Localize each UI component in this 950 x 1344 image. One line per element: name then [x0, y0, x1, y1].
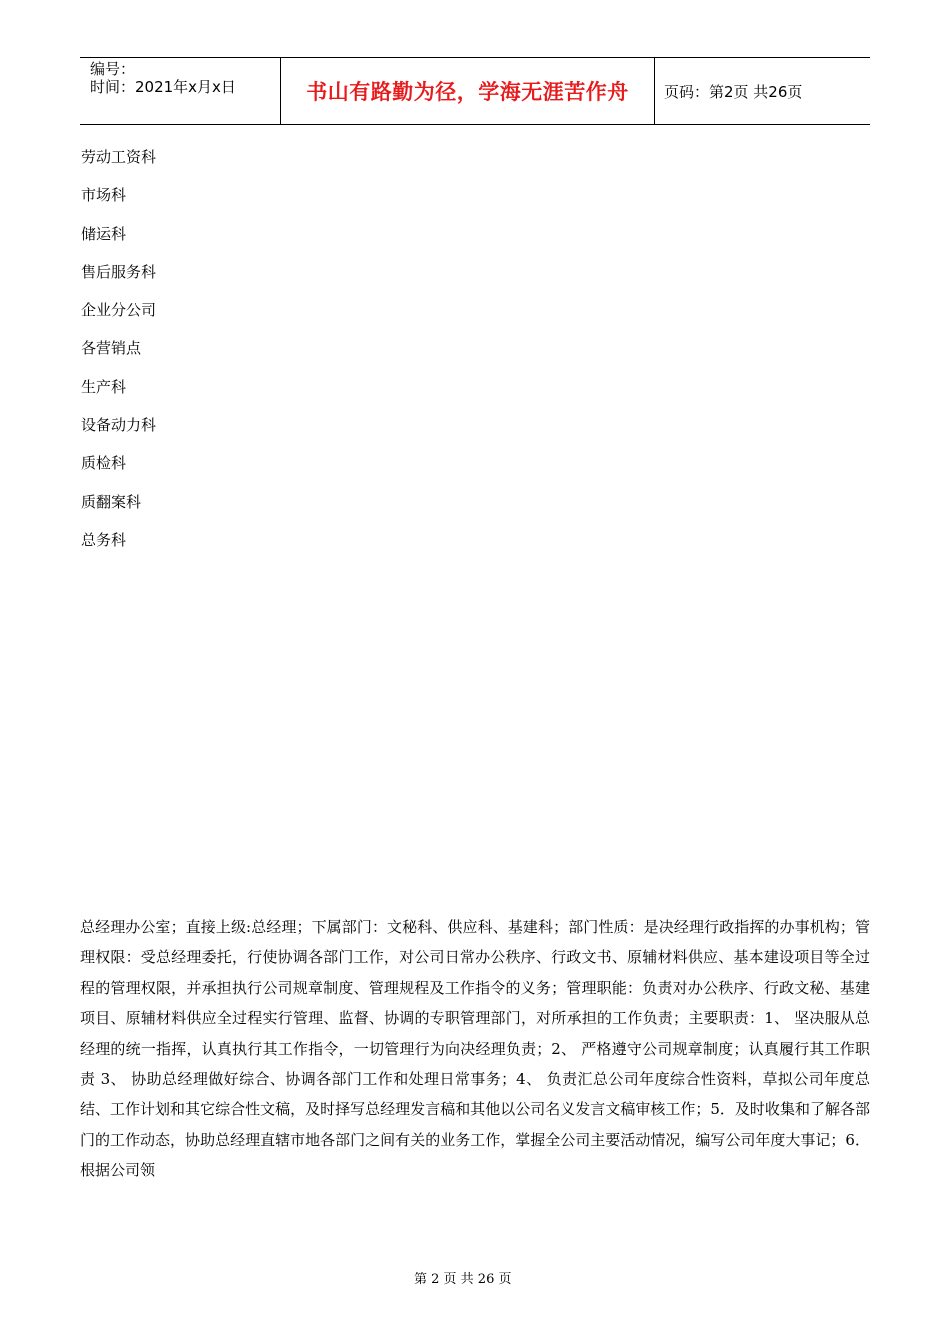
list-item: 质翻案科 [81, 492, 142, 511]
date-line: 时间：2021年x月x日 [90, 78, 236, 96]
list-item: 生产科 [81, 377, 127, 396]
department-list [81, 145, 156, 566]
list-item: 企业分公司 [81, 301, 157, 320]
list-item: 设备动力科 [81, 416, 157, 435]
list-item: 总务科 [81, 530, 127, 549]
list-item: 储运科 [81, 224, 127, 243]
header-page-info: 页码：第2页 共26页 [664, 82, 803, 101]
list-item: 质检科 [81, 454, 127, 473]
page-footer: 第 2 页 共 26 页 [414, 1272, 512, 1287]
page-header [80, 57, 870, 125]
body-paragraph: 总经理办公室；直接上级:总经理；下属部门：文秘科、供应科、基建科；部门性质：是决经理行政指挥的办事机构；管理权限：受总经理委托，行使协调各部门工作，对公司日常办公秩序、行政文书、原辅材料供应、基本建设项目等全过程的管理权限，并承担执行公司规章制度、管理规程及工作指令的义务；管理职能：负责对办公秩序、行政文秘、基建项目、原辅材料供应全过程实行管理、监督、协调的专职管理部门，对所承担的工作负责；主要职责：1、 坚决服从总经理的统一指挥，认真执行其工作指令，一切管理行为向决经理负责；2、 严格遵守公司规章制度；认真履行其工作职责 3、 协助总经理做好综合、协调各部门工作和处理日常事务；4、 负责汇总公司年度综合性资料，草拟公司年度总结、工作计划和其它综合性文稿，及时择写总经理发言稿和其他以公司名义发言文稿审核工作；5．及时收集和了解各部门的工作动态，协助总经理直辖市地各部门之间有关的业务工作，掌握全公司主要活动情况，编写公司年度大事记；6．根据公司领 [80, 918, 870, 1180]
list-item: 市场科 [81, 186, 127, 205]
list-item: 售后服务科 [81, 262, 157, 281]
header-motto: 书山有路勤为径，学海无涯苦作舟 [281, 58, 655, 124]
serial-label: 编号： [90, 60, 136, 78]
header-meta [80, 58, 281, 124]
list-item: 各营销点 [81, 339, 142, 358]
list-item: 劳动工资科 [81, 148, 157, 166]
